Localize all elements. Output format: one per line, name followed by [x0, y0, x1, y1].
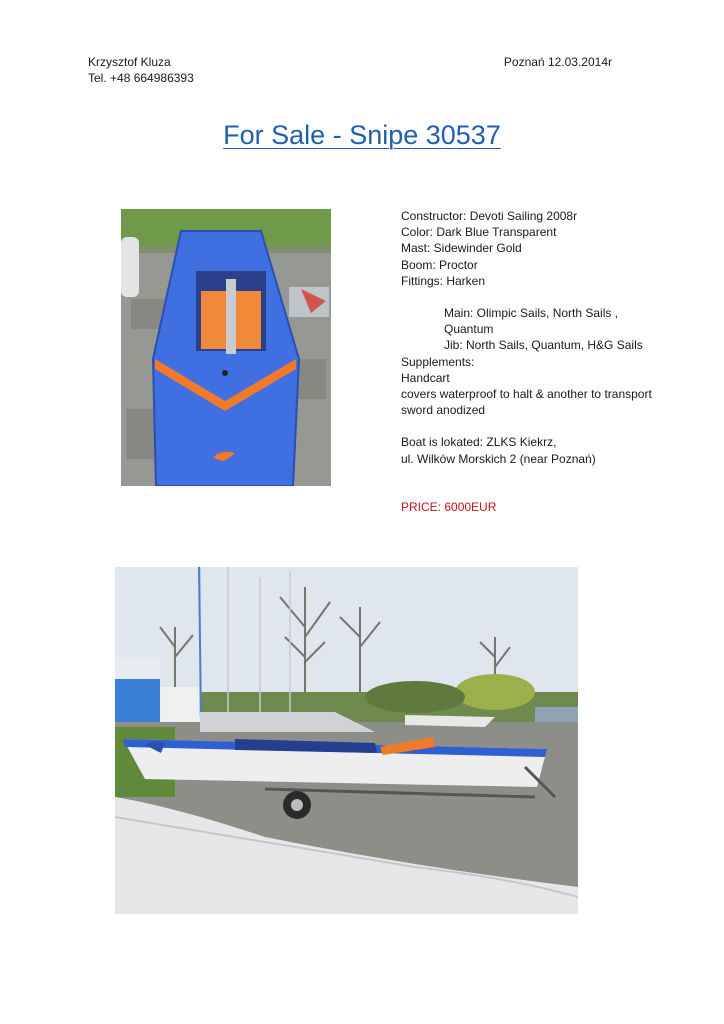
boat-specs [401, 208, 701, 515]
spec-fittings: Fittings: Harken [401, 273, 486, 288]
supplement-covers: covers waterproof to halt & another to transport [401, 387, 652, 402]
supplements-label: Supplements: [401, 354, 475, 369]
spec-boom: Boom: Proctor [401, 257, 478, 272]
spec-main-sails-cont: Quantum [444, 322, 494, 337]
spec-jib: Jib: North Sails, Quantum, H&G Sails [444, 338, 643, 353]
boat-deck-photo [121, 209, 331, 486]
seller-phone: Tel. +48 664986393 [88, 71, 194, 85]
contact-block [88, 54, 194, 86]
seller-name: Krzysztof Kluza [88, 55, 171, 69]
supplement-sword: sword anodized [401, 403, 486, 418]
location-line2: ul. Wilków Morskich 2 (near Poznań) [401, 451, 596, 466]
spec-main-sails: Main: Olimpic Sails, North Sails , [444, 306, 619, 321]
spec-mast: Mast: Sidewinder Gold [401, 241, 522, 256]
page-title: For Sale - Snipe 30537 [223, 120, 501, 150]
spec-constructor: Constructor: Devoti Sailing 2008r [401, 209, 578, 223]
spec-color: Color: Dark Blue Transparent [401, 225, 557, 240]
supplement-handcart: Handcart [401, 370, 450, 385]
location-line1: Boat is lokated: ZLKS Kiekrz, [401, 435, 557, 450]
boat-side-photo [115, 567, 578, 914]
place-date: Poznań 12.03.2014r [503, 55, 612, 69]
price: PRICE: 6000EUR [401, 499, 497, 514]
